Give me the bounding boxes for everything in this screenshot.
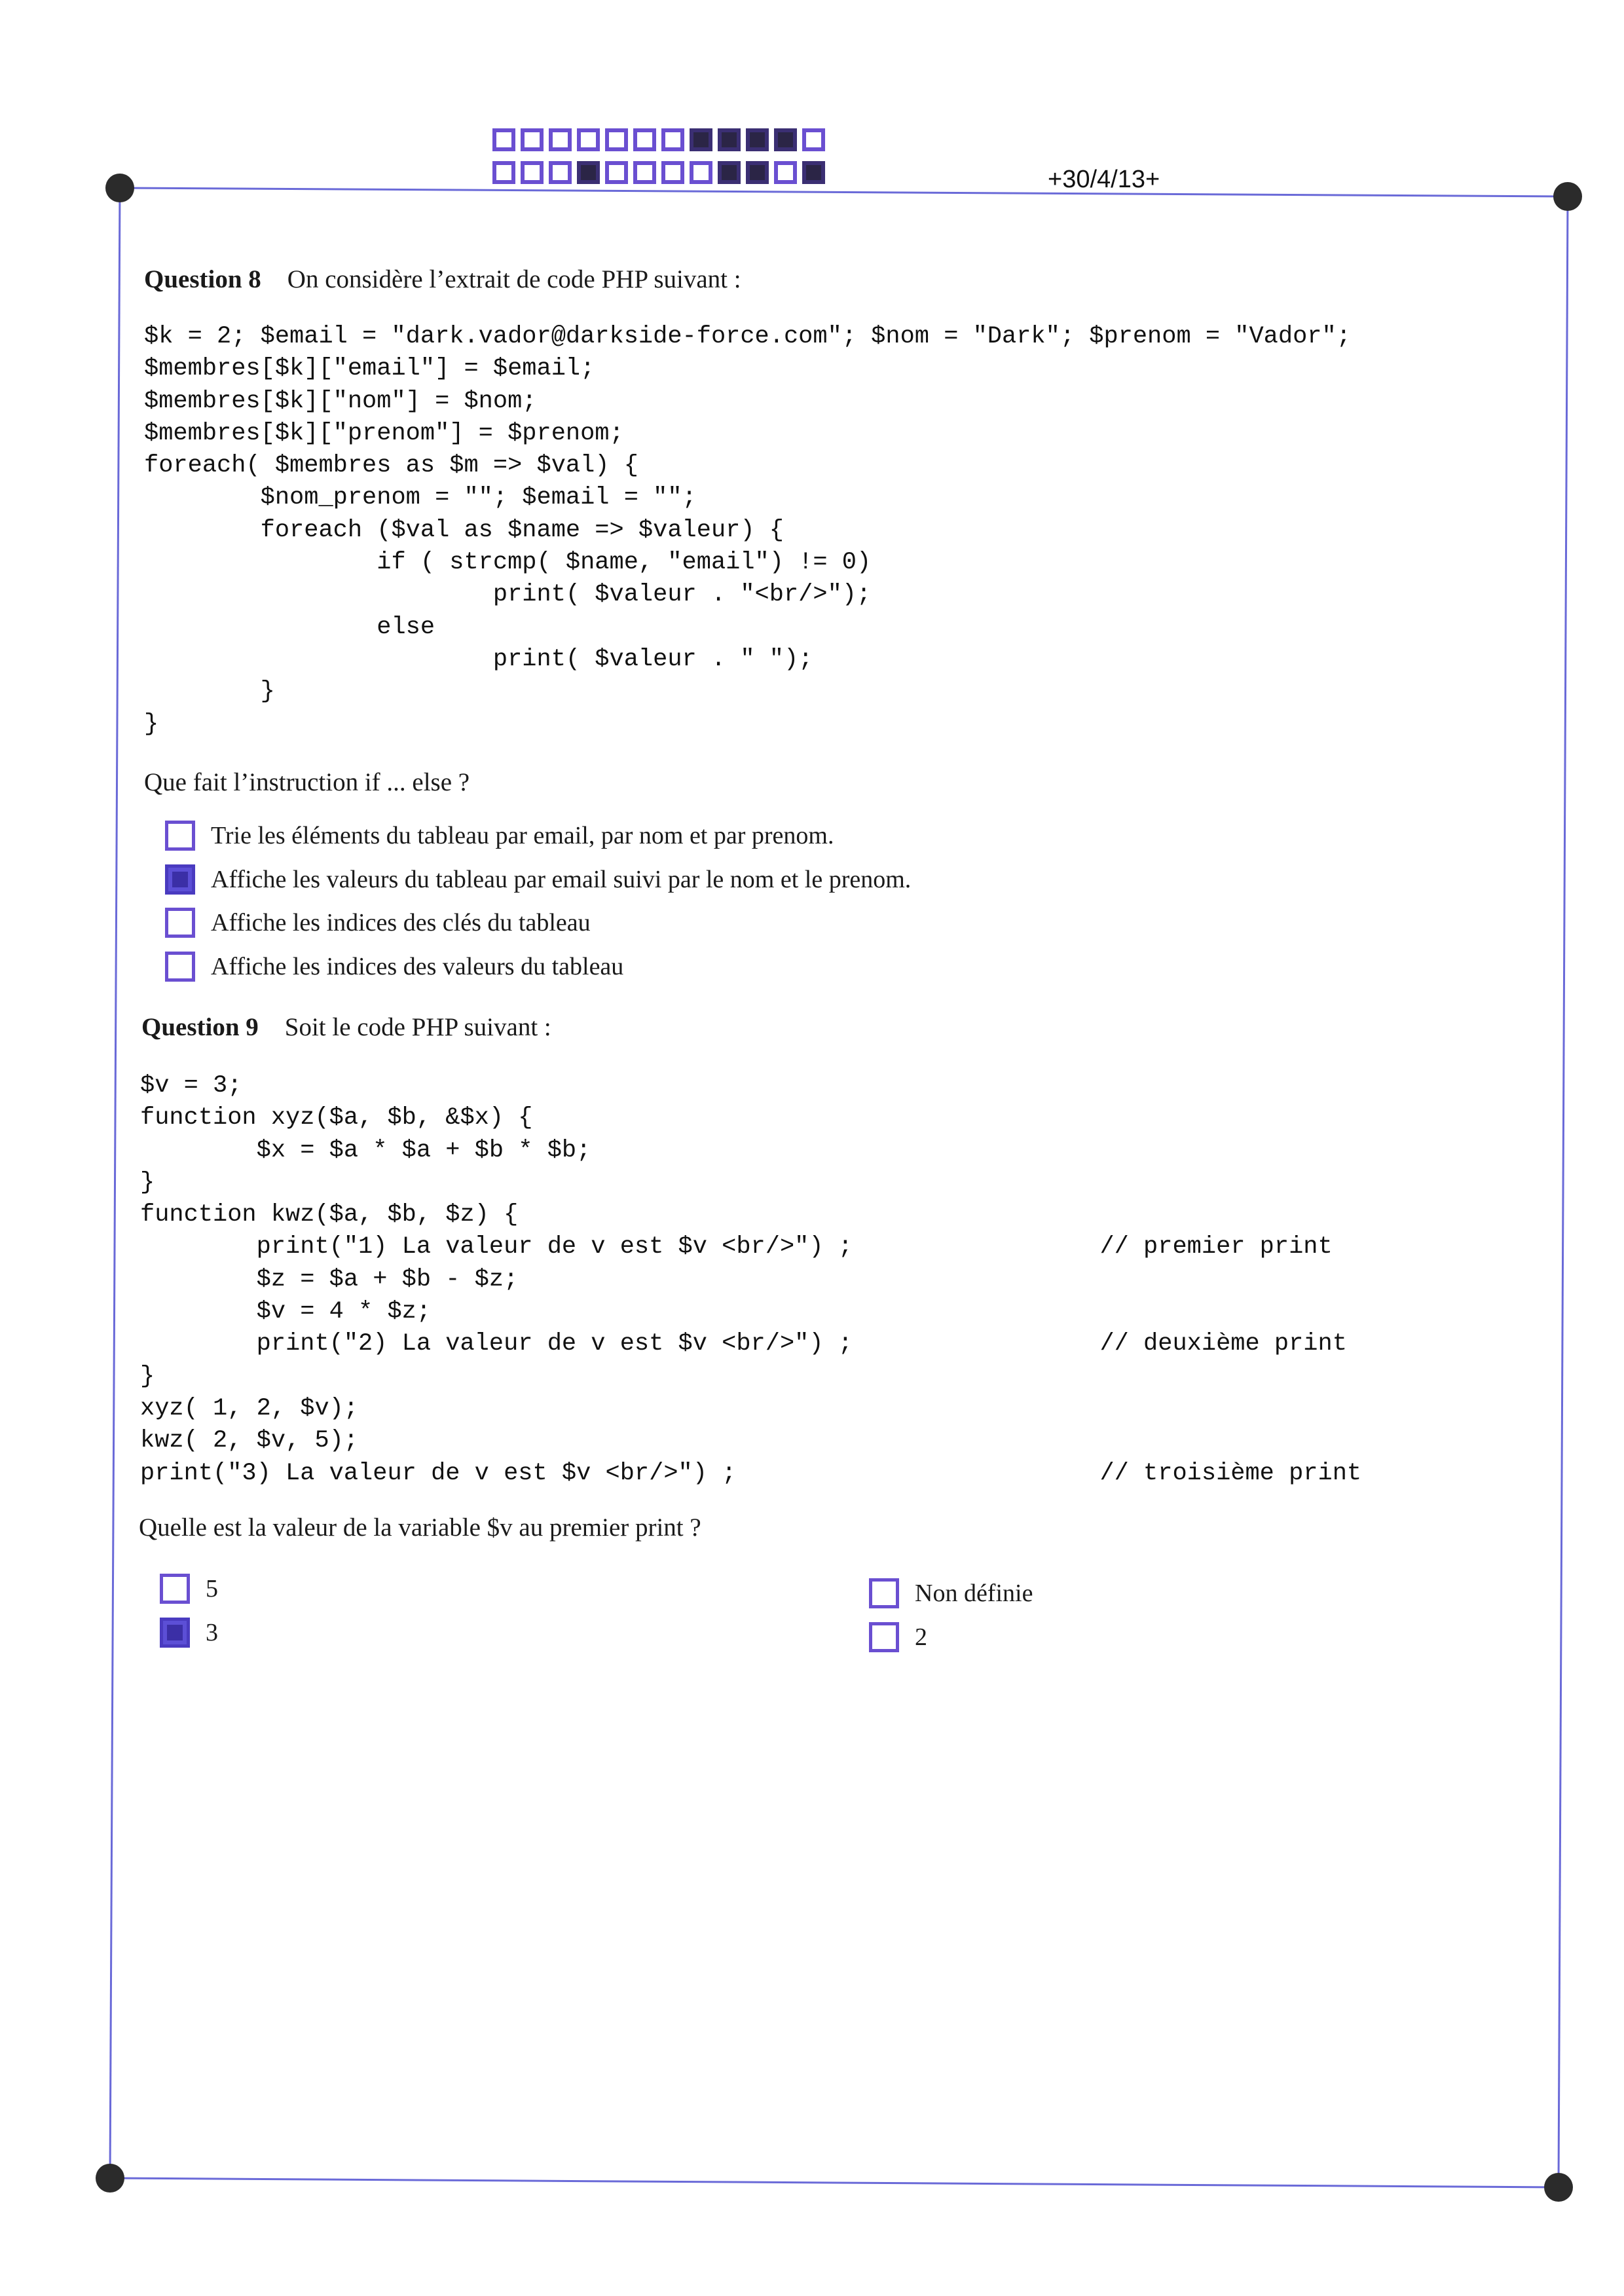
question-8-option-2[interactable] (165, 864, 911, 895)
question-8-text: On considère l’extrait de code PHP suivant : (287, 265, 741, 293)
code-cell-filled (802, 161, 825, 184)
checkbox[interactable] (165, 908, 195, 938)
question-8-option-4[interactable] (165, 952, 623, 982)
code-cell-empty (549, 161, 572, 184)
question-9-option-2[interactable] (160, 1618, 218, 1648)
code-cell-empty (521, 161, 544, 184)
question-9-heading (141, 1012, 551, 1042)
checkbox[interactable] (869, 1622, 899, 1652)
code-cell-empty (605, 161, 628, 184)
option-label: 5 (206, 1575, 218, 1602)
option-label: Affiche les indices des clés du tableau (211, 909, 591, 936)
question-9-label: Question 9 (141, 1013, 259, 1041)
question-8-option-3[interactable] (165, 908, 591, 938)
checkbox[interactable] (165, 821, 195, 851)
code-cell-empty (802, 128, 825, 151)
option-label: Trie les éléments du tableau par email, par nom et par prenom. (211, 822, 834, 849)
question-9-prompt: Quelle est la valeur de la variable $v au premier print ? (139, 1513, 701, 1542)
corner-marker-bottom-left (96, 2164, 124, 2193)
code-cell-empty (661, 161, 684, 184)
option-label: Non définie (915, 1580, 1033, 1607)
question-8-prompt: Que fait l’instruction if ... else ? (144, 768, 470, 796)
code-cell-filled (690, 128, 712, 151)
code-cell-filled (746, 128, 769, 151)
code-cell-filled (718, 128, 741, 151)
question-9-code: $v = 3; function xyz($a, $b, &$x) { $x = $a * $a + $b * $b; } function kwz($a, $b, $z) { print("1) La valeur de v est $v <br/>") ; // premier print $z = $a + $b - $z; $v = 4 * $z; print("2) La valeur de v est $v <br/>") ; // deuxième print } xyz( 1, 2, $v); kwz( 2, $v, 5); print("3) La valeur de v est $v <br/>") ; // troisième print (140, 1072, 1362, 1487)
code-cell-empty (661, 128, 684, 151)
code-cell-empty (605, 128, 628, 151)
code-cell-filled (746, 161, 769, 184)
checkbox[interactable] (160, 1574, 190, 1604)
code-cell-empty (690, 161, 712, 184)
code-cell-filled (774, 128, 797, 151)
code-cell-empty (774, 161, 797, 184)
code-cell-empty (492, 161, 515, 184)
code-cell-filled (577, 161, 600, 184)
corner-marker-top-right (1553, 182, 1582, 211)
question-9-option-4[interactable] (869, 1622, 927, 1652)
question-8-label: Question 8 (144, 265, 261, 293)
checkbox-checked[interactable] (165, 864, 195, 895)
code-cell-empty (521, 128, 544, 151)
question-9-option-1[interactable] (160, 1574, 218, 1604)
page-id: +30/4/13+ (1048, 166, 1160, 193)
binary-code-row-top (492, 128, 830, 151)
corner-marker-top-left (105, 174, 134, 202)
code-cell-empty (633, 161, 656, 184)
question-9-text: Soit le code PHP suivant : (284, 1013, 551, 1041)
code-cell-filled (718, 161, 741, 184)
option-label: 3 (206, 1619, 218, 1646)
checkbox[interactable] (165, 952, 195, 982)
code-cell-empty (577, 128, 600, 151)
question-8-code: $k = 2; $email = "dark.vador@darkside-force.com"; $nom = "Dark"; $prenom = "Vador"; $membres[$k]["email"] = $email; $membres[$k]["nom"] = $nom; $membres[$k]["prenom"] = $prenom; foreach( $membres as $m => $val) { $nom_prenom = ""; $email = ""; foreach ($val as $name => $valeur) { if ( strcmp( $name, "email") != 0) print( $valeur . "<br/>"); else print( $valeur . " "); } } (144, 323, 1351, 738)
question-8-option-1[interactable] (165, 821, 834, 851)
option-label: Affiche les valeurs du tableau par email suivi par le nom et le prenom. (211, 866, 912, 893)
checkbox[interactable] (869, 1578, 899, 1608)
code-cell-empty (549, 128, 572, 151)
option-label: 2 (915, 1623, 927, 1651)
checkbox-checked[interactable] (160, 1618, 190, 1648)
question-9-option-3[interactable] (869, 1578, 1033, 1608)
binary-code-row-bottom (492, 161, 830, 184)
question-8-heading (144, 265, 741, 294)
option-label: Affiche les indices des valeurs du tableau (211, 953, 624, 980)
code-cell-empty (633, 128, 656, 151)
code-cell-empty (492, 128, 515, 151)
corner-marker-bottom-right (1544, 2173, 1573, 2202)
